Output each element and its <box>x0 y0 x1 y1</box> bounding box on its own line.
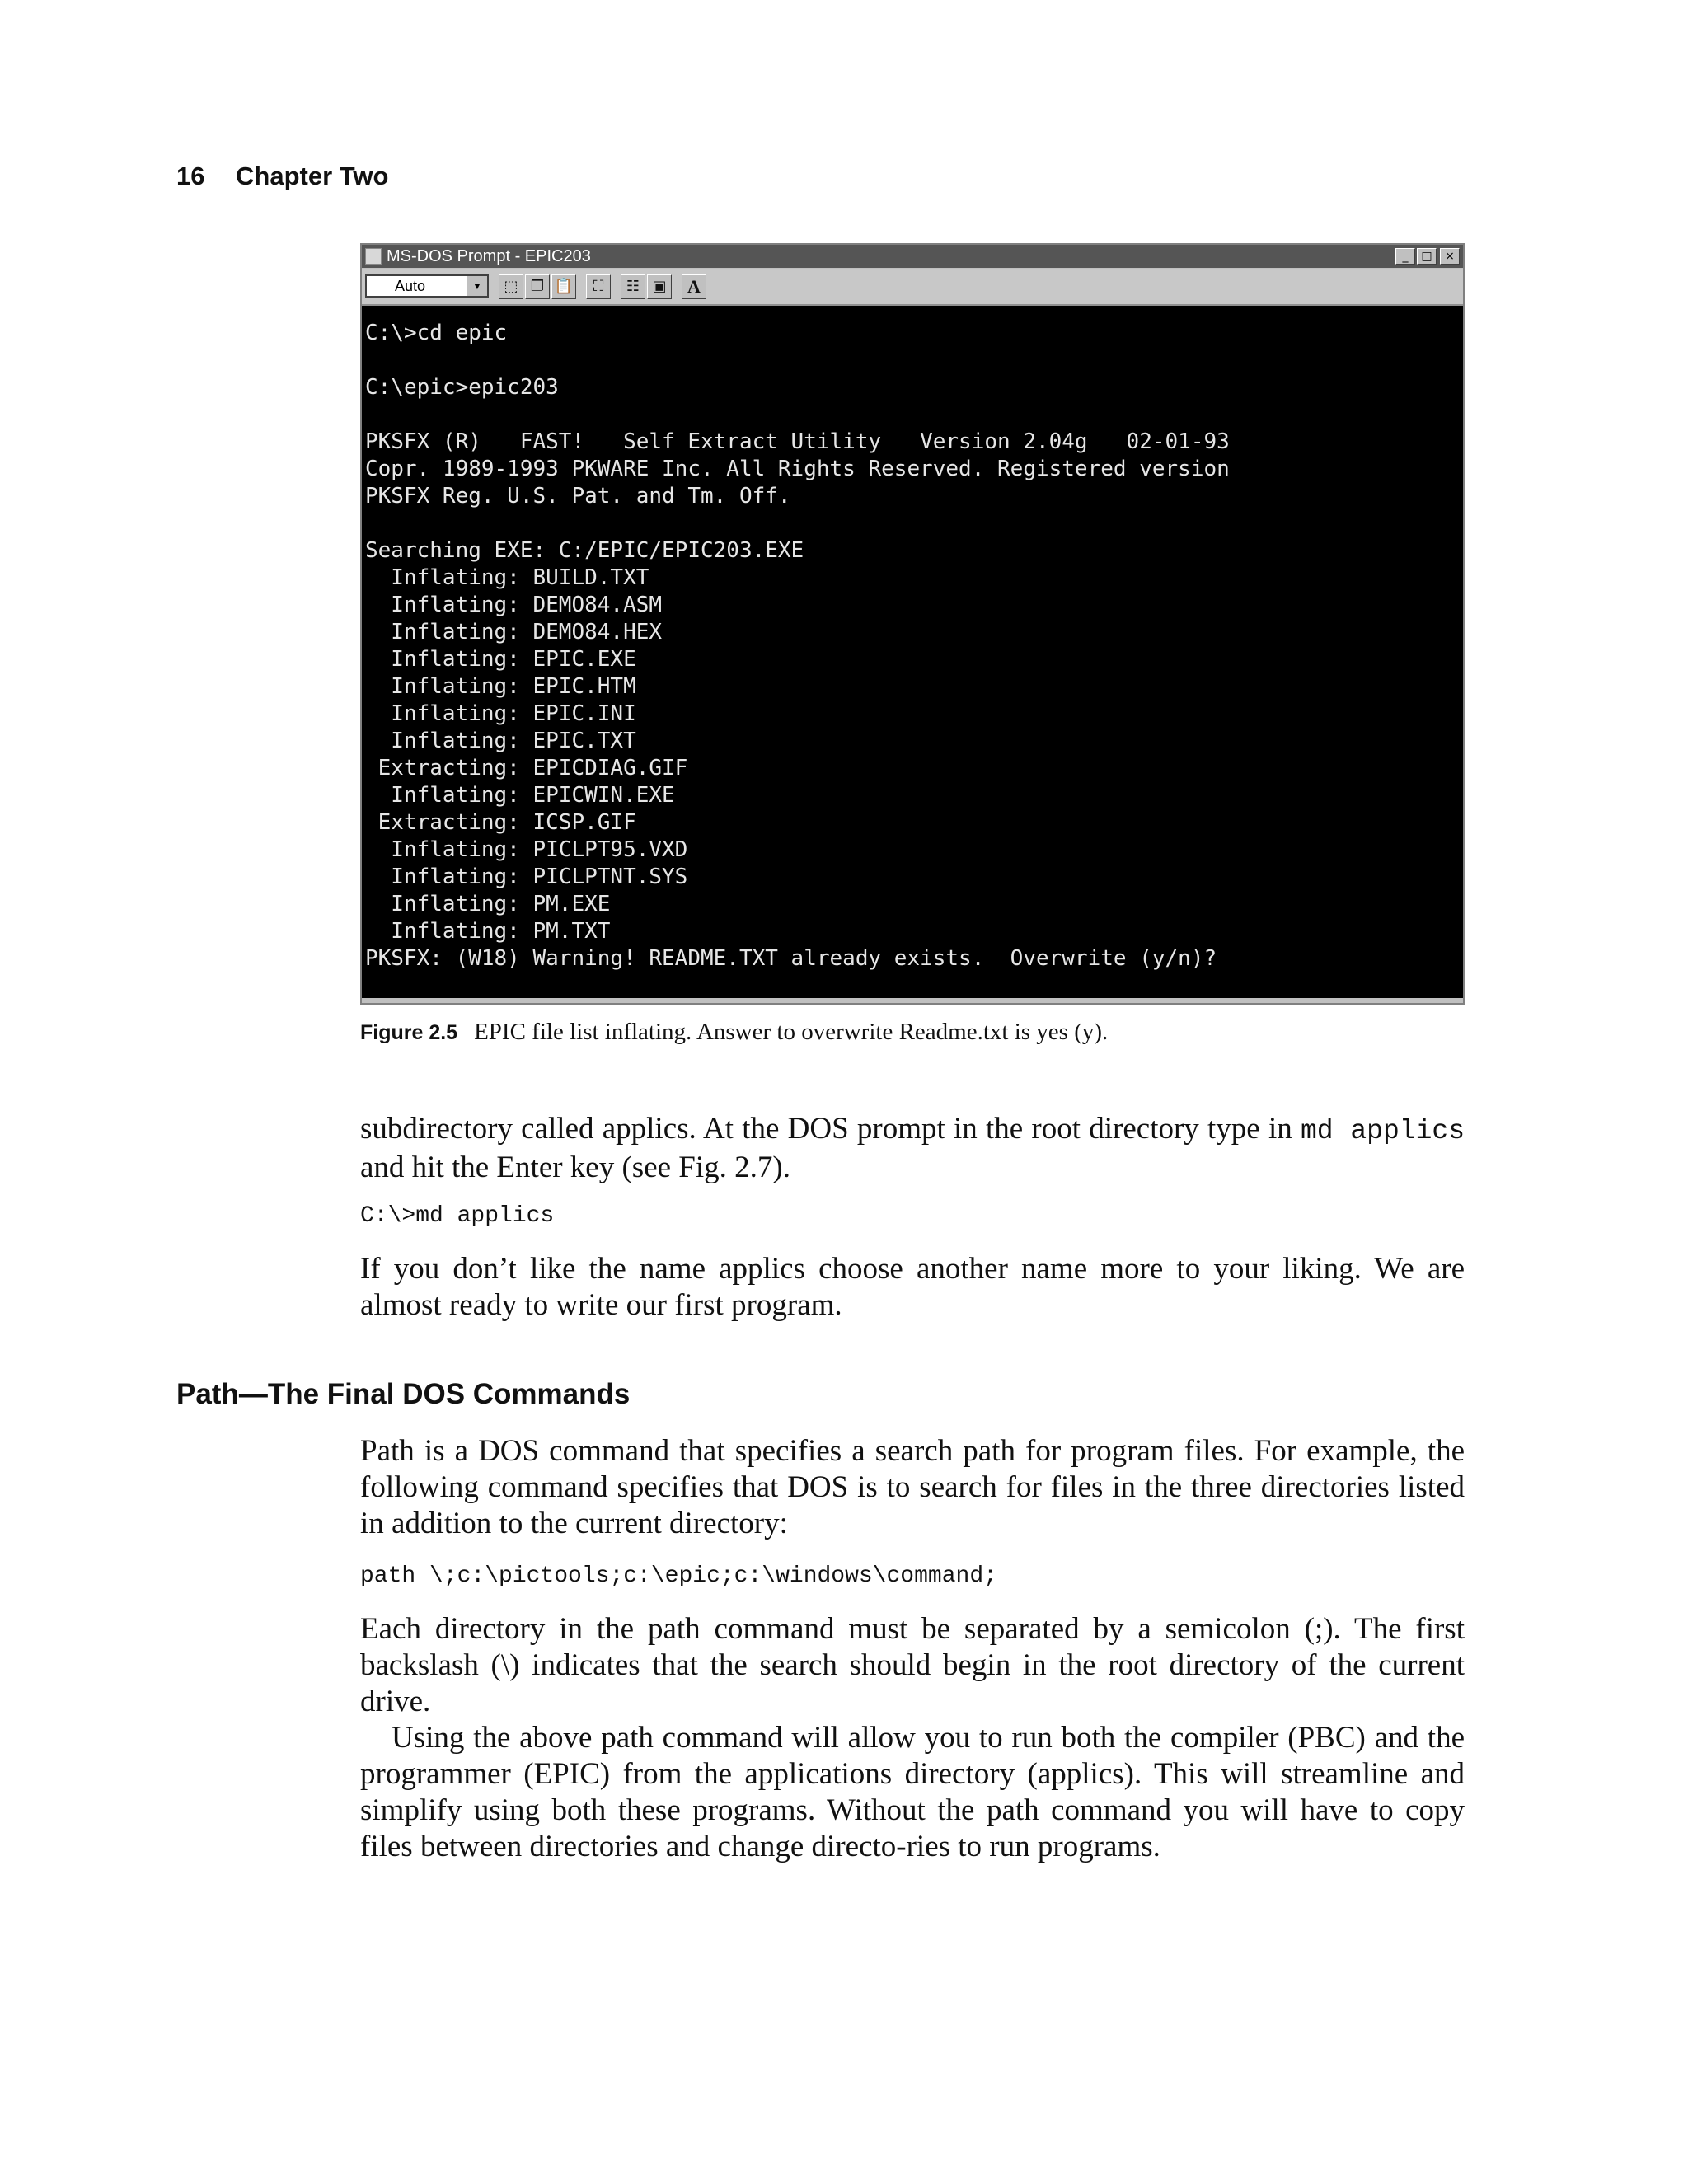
console-line: Inflating: BUILD.TXT <box>365 565 649 590</box>
chevron-down-icon[interactable]: ▼ <box>467 276 487 296</box>
console-line: Inflating: PM.EXE <box>365 892 611 916</box>
console-line: Inflating: EPIC.TXT <box>365 729 636 753</box>
console-line: Inflating: PM.TXT <box>365 919 611 944</box>
chapter-title: Chapter Two <box>236 162 389 190</box>
window-toolbar <box>362 269 1463 306</box>
console-line: C:\>cd epic <box>365 321 508 345</box>
console-line: Inflating: EPIC.INI <box>365 701 636 726</box>
font-size-value: Auto <box>395 278 426 294</box>
inline-code: md applics <box>1300 1116 1465 1146</box>
console-line: Inflating: EPIC.EXE <box>365 647 636 672</box>
console-output <box>362 306 1463 998</box>
full-screen-icon[interactable]: ⛶ <box>586 274 611 299</box>
font-icon[interactable]: A <box>682 274 706 299</box>
code-md-applics: C:\>md applics <box>360 1203 555 1229</box>
console-line: Inflating: DEMO84.ASM <box>365 593 663 617</box>
paragraph-text: subdirectory called applics. At the DOS prompt in the root directory type in <box>360 1112 1301 1146</box>
ms-dos-window <box>360 243 1465 1005</box>
page-number: 16 <box>176 162 205 190</box>
console-line: Inflating: EPIC.HTM <box>365 674 636 699</box>
figure-caption-text: EPIC file list inflating. Answer to overwrite Readme.txt is yes (y). <box>474 1019 1109 1045</box>
window-title: MS-DOS Prompt - EPIC203 <box>387 247 591 265</box>
paragraph-text: and hit the Enter key (see Fig. 2.7). <box>360 1151 790 1184</box>
console-line: C:\epic>epic203 <box>365 375 559 400</box>
minimize-button[interactable]: _ <box>1395 248 1415 265</box>
console-line: Copr. 1989-1993 PKWARE Inc. All Rights Reserved. Registered version <box>365 457 1230 481</box>
maximize-button[interactable]: □ <box>1417 248 1437 265</box>
figure-label: Figure 2.5 <box>360 1021 458 1044</box>
console-line: Inflating: EPICWIN.EXE <box>365 783 675 808</box>
paragraph-rename: If you don’t like the name applics choose another name more to your liking. We are almost ready to write our first program. <box>360 1252 1465 1322</box>
code-path-command: path \;c:\pictools;c:\epic;c:\windows\command; <box>360 1563 997 1589</box>
close-button[interactable]: × <box>1440 248 1460 265</box>
paragraph-applics <box>360 1111 1465 1186</box>
page-header <box>176 162 388 191</box>
window-titlebar <box>362 245 1463 268</box>
console-line: PKSFX Reg. U.S. Pat. and Tm. Off. <box>365 484 791 509</box>
section-heading: Path—The Final DOS Commands <box>176 1378 631 1410</box>
figure-caption <box>360 1019 1465 1046</box>
ms-dos-icon <box>365 248 382 265</box>
paragraph-semicolon: Each directory in the path command must be separated by a semicolon (;). The first backslash (\) indicates that the search should begin in the root directory of the current drive. <box>360 1612 1465 1718</box>
font-size-select[interactable] <box>365 274 489 298</box>
console-line: Extracting: ICSP.GIF <box>365 810 636 835</box>
console-line: Inflating: PICLPT95.VXD <box>365 837 688 862</box>
copy-icon[interactable]: ❐ <box>525 274 550 299</box>
console-line: Inflating: PICLPTNT.SYS <box>365 865 688 889</box>
background-icon[interactable]: ▣ <box>647 274 672 299</box>
mark-icon[interactable]: ⬚ <box>499 274 523 299</box>
paragraph-path-usage: Using the above path command will allow you to run both the compiler (PBC) and the programmer (EPIC) from the applications directory (applics). This will streamline and simplify using both these programs. Without the path command you will have to copy files between directories and change directo-ries to run programs. <box>360 1721 1465 1863</box>
properties-icon[interactable]: ☷ <box>621 274 645 299</box>
console-line: PKSFX: (W18) Warning! README.TXT already exists. Overwrite (y/n)? <box>365 946 1217 971</box>
console-line: PKSFX (R) FAST! Self Extract Utility Version 2.04g 02-01-93 <box>365 429 1230 454</box>
console-line: Inflating: DEMO84.HEX <box>365 620 663 644</box>
console-line: Searching EXE: C:/EPIC/EPIC203.EXE <box>365 538 804 563</box>
console-line: Extracting: EPICDIAG.GIF <box>365 756 688 780</box>
paste-icon[interactable]: 📋 <box>551 274 576 299</box>
paragraph-path-intro: Path is a DOS command that specifies a search path for program files. For example, the following command specifies that DOS is to search for files in the three directories listed in addition to the current directory: <box>360 1434 1465 1540</box>
